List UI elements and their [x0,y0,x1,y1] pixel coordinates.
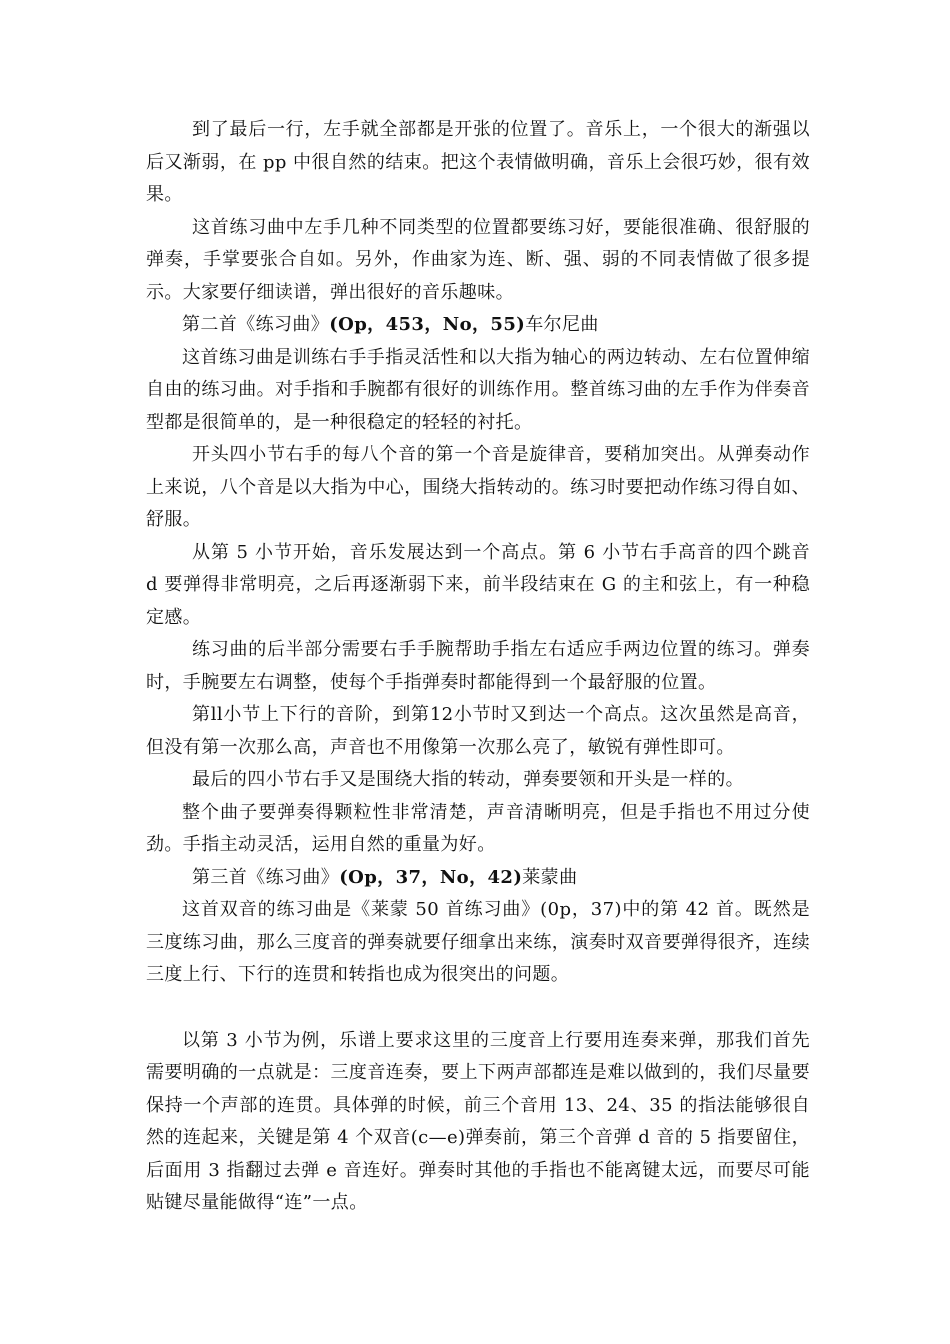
heading-etude-3 [146,862,810,895]
heading-etude-2 [146,309,810,342]
paragraph-etude-2-overall: 整个曲子要弹奏得颗粒性非常清楚，声音清晰明亮，但是手指也不用过分使劲。手指主动灵活，运用自然的重量为好。 [146,801,810,855]
paragraph-left-hand-ending: 到了最后一行，左手就全部都是开张的位置了。音乐上，一个很大的渐强以后又渐弱，在 pp 中很自然的结束。把这个表情做明确，音乐上会很巧妙，很有效果。 [146,119,810,205]
paragraph-etude-2-last-bars: 最后的四小节右手又是围绕大指的转动，弹奏要领和开头是一样的。 [192,769,744,790]
heading-etude-2-opus: (Op，453，No，55) [329,314,526,335]
paragraph-etude-3-bar3: 以第 3 小节为例，乐谱上要求这里的三度音上行要用连奏来弹，那我们首先需要明确的一点就是：三度音连奏，要上下两声部都连是难以做到的，我们尽量要保持一个声部的连贯。具体弹的时候，前三个音用 13、24、35 的指法能够很自然的连起来，关键是第 4 个双音(c—e)弹奏前，第三个音弹 d 音的 5 指要留住，后面用 3 指翻过去弹 e 音连好。弹奏时其他的手指也不能离键太远，而要尽可能贴键尽量能做得“连”一点。 [146,1029,810,1213]
heading-etude-2-composer: 车尔尼曲 [525,314,599,335]
heading-etude-3-prefix: 第三首《练习曲》 [192,866,340,888]
paragraph-etude-2-bar5: 从第 5 小节开始，音乐发展达到一个高点。第 6 小节右手高音的四个跳音 d 要弹得非常明亮，之后再逐渐弱下来，前半段结束在 G 的主和弦上，有一种稳定感。 [146,541,810,628]
heading-etude-3-opus: (Op，37，No，42) [339,866,523,888]
paragraph-etude-2-intro: 这首练习曲是训练右手手指灵活性和以大指为轴心的两边转动、左右位置伸缩自由的练习曲。对手指和手腕都有很好的训练作用。整首练习曲的左手作为伴奏音型都是很简单的，是一种很稳定的轻轻的衬托。 [146,346,810,433]
paragraph-etude-2-second-half: 练习曲的后半部分需要右手手腕帮助手指左右适应手两边位置的练习。弹奏时，手腕要左右调整，使每个手指弹奏时都能得到一个最舒服的位置。 [146,639,810,693]
paragraph-left-hand-practice: 这首练习曲中左手几种不同类型的位置都要练习好，要能很准确、很舒服的弹奏，手掌要张合自如。另外，作曲家为连、断、强、弱的不同表情做了很多提示。大家要仔细读谱，弹出很好的音乐趣味。 [146,216,810,303]
heading-etude-2-prefix: 第二首《练习曲》 [182,314,330,335]
paragraph-etude-2-bar11: 第ll小节上下行的音阶，到第12小节时又到达一个高点。这次虽然是高音，但没有第一次那么高，声音也不用像第一次那么亮了，敏锐有弹性即可。 [146,704,810,758]
paragraph-etude-2-opening: 开头四小节右手的每八个音的第一个音是旋律音，要稍加突出。从弹奏动作上来说，八个音是以大指为中心，围绕大指转动的。练习时要把动作练习得自如、舒服。 [146,444,810,530]
paragraph-etude-3-intro: 这首双音的练习曲是《莱蒙 50 首练习曲》(0p，37)中的第 42 首。既然是三度练习曲，那么三度音的弹奏就要仔细拿出来练，演奏时双音要弹得很齐，连续三度上行、下行的连贯和转指也成为很突出的问题。 [146,899,810,985]
document-body [146,114,810,1220]
paragraph-gap [146,992,810,1025]
heading-etude-3-composer: 莱蒙曲 [522,866,578,888]
